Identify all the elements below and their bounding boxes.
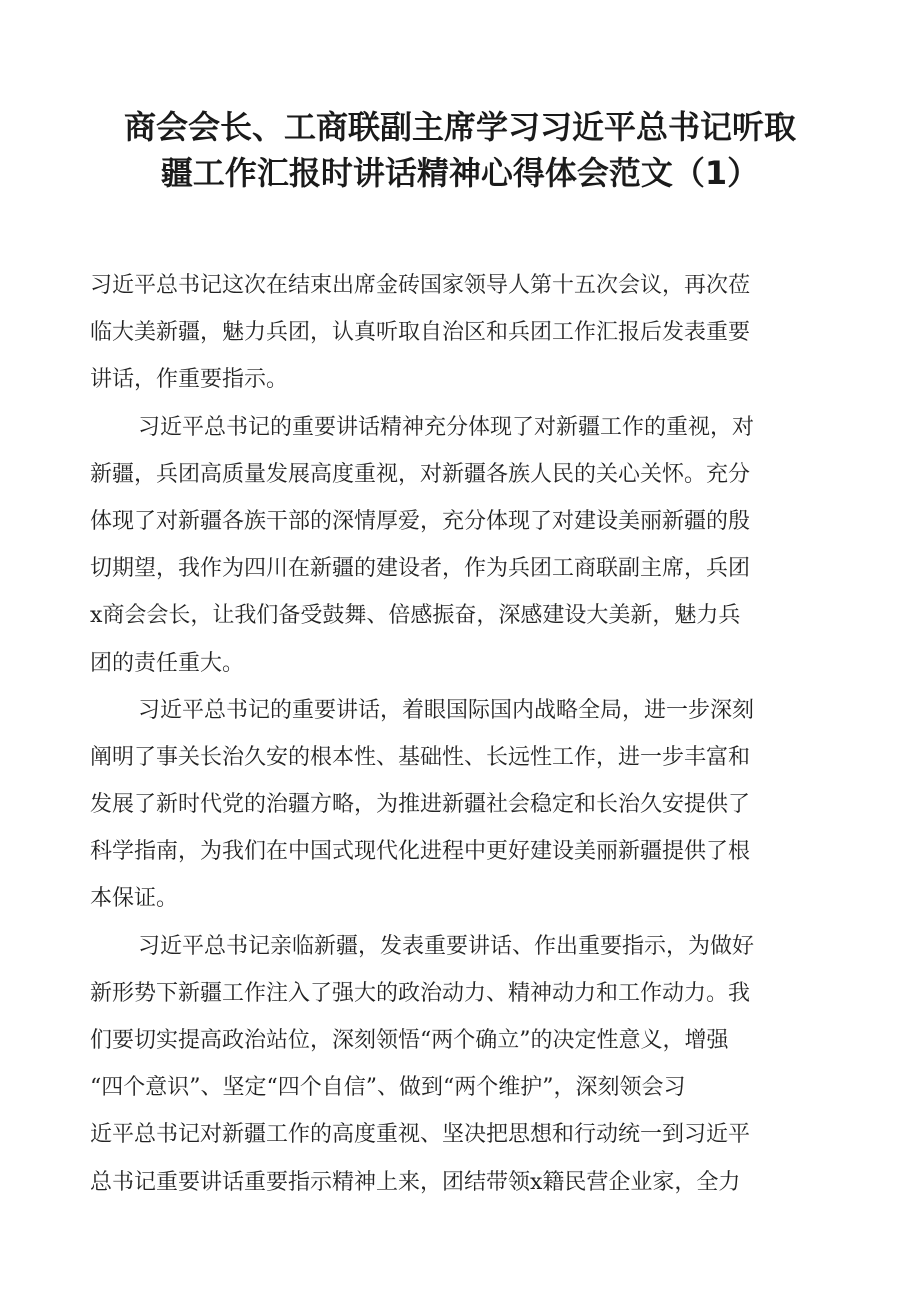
body-line: 近平总书记对新疆工作的高度重视、坚决把思想和行动统一到习近平 bbox=[90, 1122, 751, 1148]
body-line: 习近平总书记亲临新疆，发表重要讲话、作出重要指示，为做好 bbox=[138, 933, 755, 959]
body-line: 本保证。 bbox=[90, 886, 179, 912]
body-line: 新形势下新疆工作注入了强大的政治动力、精神动力和工作动力。我 bbox=[90, 980, 751, 1006]
body-line: 习近平总书记这次在结束出席金砖国家领导人第十五次会议，再次莅 bbox=[90, 273, 751, 298]
document-title bbox=[60, 104, 860, 196]
body-line: 新疆，兵团高质量发展高度重视，对新疆各族人民的关心关怀。充分 bbox=[90, 461, 751, 487]
body-line: 体现了对新疆各族干部的深情厚爱，充分体现了对建设美丽新疆的殷 bbox=[90, 508, 751, 534]
body-line: x商会会长，让我们备受鼓舞、倍感振奋，深感建设大美新，魅力兵 bbox=[90, 603, 741, 629]
title-line: 商会会长、工商联副主席学习习近平总书记听取 bbox=[123, 108, 796, 146]
body-line: 讲话，作重要指示。 bbox=[90, 367, 289, 393]
title-line: 疆工作汇报时讲话精神心得体会范文（1） bbox=[160, 154, 760, 192]
body-line: 切期望，我作为四川在新疆的建设者，作为兵团工商联副主席，兵团 bbox=[90, 556, 751, 582]
body-line: 团的责任重大。 bbox=[90, 650, 245, 676]
body-line: 总书记重要讲话重要指示精神上来，团结带领x籍民营企业家，全力 bbox=[90, 1169, 741, 1195]
body-line: 们要切实提高政治站位，深刻领悟“两个确立”的决定性意义，增强 bbox=[90, 1028, 729, 1053]
body-line: 科学指南，为我们在中国式现代化进程中更好建设美丽新疆提供了根 bbox=[90, 839, 751, 865]
body-line: 临大美新疆，魅力兵团，认真听取自治区和兵团工作汇报后发表重要 bbox=[90, 320, 751, 346]
document-body bbox=[90, 262, 835, 1206]
body-line: 发展了新时代党的治疆方略，为推进新疆社会稳定和长治久安提供了 bbox=[90, 792, 751, 818]
body-line: 阐明了事关长治久安的根本性、基础性、长远性工作，进一步丰富和 bbox=[90, 744, 751, 770]
body-line: 习近平总书记的重要讲话精神充分体现了对新疆工作的重视，对 bbox=[138, 414, 755, 440]
body-line: 习近平总书记的重要讲话，着眼国际国内战略全局，进一步深刻 bbox=[138, 697, 755, 723]
body-line: “四个意识”、坚定“四个自信”、做到“两个维护”，深刻领会习 bbox=[90, 1075, 686, 1101]
